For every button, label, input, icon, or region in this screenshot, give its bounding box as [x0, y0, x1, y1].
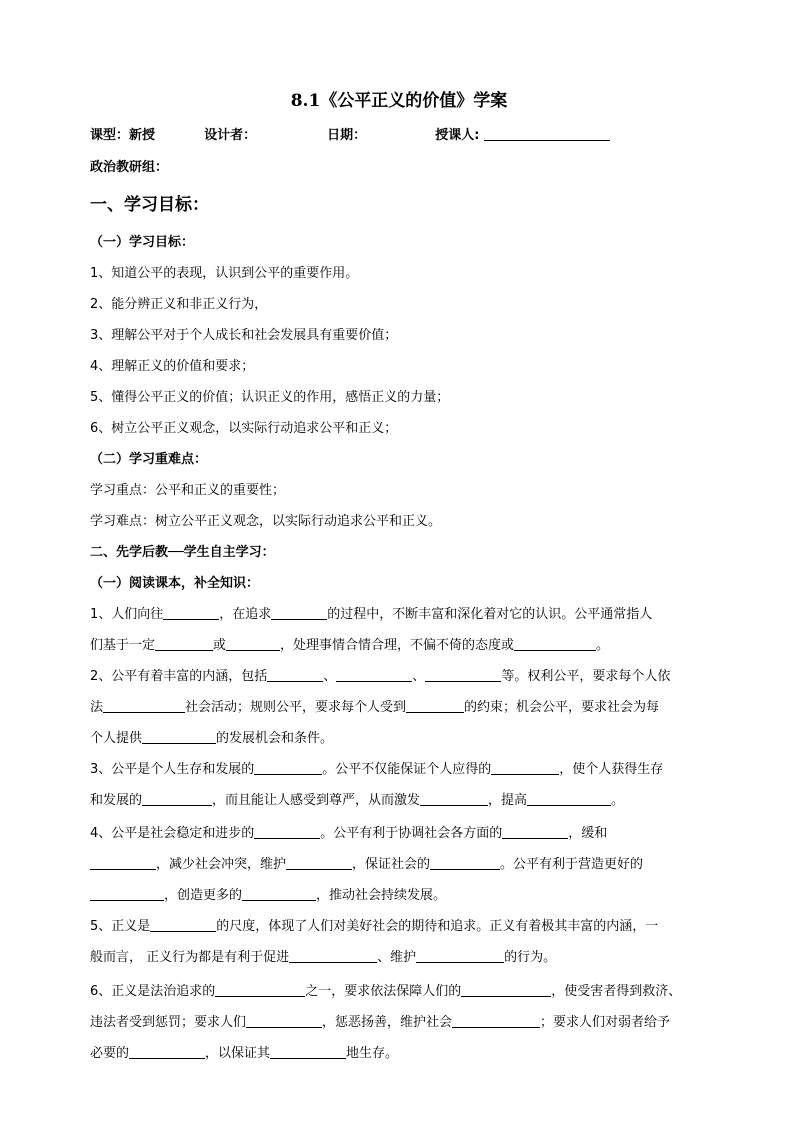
text: ，提高: [488, 793, 528, 808]
text: 社会活动；规则公平，要求每个人受到: [185, 700, 407, 715]
fill-blank[interactable]: [254, 825, 320, 839]
text: 6、正义是法治追求的: [90, 984, 216, 999]
fill-blank[interactable]: [163, 606, 219, 620]
fill-blank[interactable]: [502, 825, 568, 839]
text: ，推动社会持续发展。: [316, 888, 447, 903]
fill-blank[interactable]: [142, 730, 216, 744]
text: 法: [90, 700, 104, 715]
text: 3、公平是个人生存和发展的: [90, 762, 255, 777]
text: 的尺度，体现了人们对美好社会的期待和追求。正义有着极其丰富的内涵，一: [216, 919, 659, 934]
text: 违法者受到惩罚；要求人们: [90, 1015, 247, 1030]
text: ，保证社会的: [352, 857, 431, 872]
text: 。公平不仅能保证个人应得的: [322, 762, 492, 777]
fill-blank[interactable]: [267, 668, 323, 682]
fill-blank[interactable]: [289, 949, 377, 963]
fill-blank[interactable]: [420, 792, 488, 806]
question-6-line-2: [90, 1011, 670, 1030]
question-6-line-3: [90, 1042, 398, 1061]
question-3-line-1: [90, 758, 663, 777]
fill-blank[interactable]: [155, 637, 213, 651]
text: 。公平有利于营造更好的: [500, 857, 644, 872]
text: 或: [213, 638, 227, 653]
objective-item: 6、树立公平正义观念，以实际行动追求公平和正义；: [90, 421, 398, 436]
text: 5、正义是: [90, 919, 151, 934]
group-label: 政治教研组：: [90, 160, 169, 175]
designer-label: 设计者：: [204, 128, 257, 143]
text: 必要的: [90, 1046, 130, 1061]
lesson-type: 课型：新授: [90, 128, 156, 143]
fill-blank[interactable]: [103, 699, 185, 713]
text: 。公平有利于协调社会各方面的: [320, 826, 503, 841]
fill-blank[interactable]: [215, 983, 305, 997]
fill-blank[interactable]: [461, 983, 551, 997]
fill-blank[interactable]: [286, 856, 352, 870]
text: 1、人们向往: [90, 607, 164, 622]
text: 般而言， 正义行为都是有利于促进: [90, 950, 290, 965]
fill-blank[interactable]: [491, 761, 559, 775]
fill-blank[interactable]: [254, 761, 322, 775]
text: 、维护: [377, 950, 417, 965]
text: 的行为。: [504, 950, 557, 965]
difficult-point: 学习难点：树立公平正义观念，以实际行动追求公平和正义。: [90, 514, 442, 529]
section2-heading: 二、先学后教──学生自主学习：: [90, 545, 275, 560]
fill-blank[interactable]: [416, 949, 504, 963]
text: 和发展的: [90, 793, 143, 808]
text: ，使受害者得到救济、: [551, 984, 682, 999]
teacher-blank[interactable]: [484, 127, 610, 141]
objective-item: 5、懂得公平正义的价值；认识正义的作用，感悟正义的力量；: [90, 390, 450, 405]
fill-blank[interactable]: [90, 856, 156, 870]
question-4-line-3: [90, 884, 446, 903]
question-2-line-1: [90, 665, 670, 684]
question-2-line-2: [90, 696, 659, 715]
text: ，处理事情合情合理，不偏不倚的态度或: [280, 638, 515, 653]
question-6-line-1: [90, 980, 681, 999]
fill-blank[interactable]: [270, 1045, 346, 1059]
question-4-line-2: [90, 853, 643, 872]
objective-item: 4、理解正义的价值和要求；: [90, 359, 255, 374]
text: 、: [412, 669, 426, 684]
question-3-line-2: [90, 789, 624, 808]
objectives-subheading: （一）学习目标：: [90, 235, 195, 250]
text: 4、公平是社会稳定和进步的: [90, 826, 255, 841]
fill-blank[interactable]: [271, 606, 327, 620]
text: ，以保证其: [205, 1046, 271, 1061]
fill-blank[interactable]: [336, 668, 412, 682]
fill-blank[interactable]: [226, 637, 280, 651]
text: 。: [596, 638, 610, 653]
fill-blank[interactable]: [452, 1014, 540, 1028]
fill-blank[interactable]: [425, 668, 501, 682]
fill-blank[interactable]: [514, 637, 596, 651]
objective-item: 1、知道公平的表现，认识到公平的重要作用。: [90, 266, 359, 281]
text: 的发展机会和条件。: [216, 731, 334, 746]
objective-item: 2、能分辨正义和非正义行为，: [90, 297, 268, 312]
fill-blank[interactable]: [406, 699, 464, 713]
fill-blank[interactable]: [129, 1045, 205, 1059]
text: 们基于一定: [90, 638, 156, 653]
text: 2、公平有着丰富的内涵，包括: [90, 669, 268, 684]
text: 、: [323, 669, 337, 684]
text: 等。权利公平，要求每个人依: [501, 669, 671, 684]
date-label: 日期：: [327, 128, 367, 143]
fill-blank[interactable]: [142, 792, 212, 806]
text: 之一，要求依法保障人们的: [305, 984, 462, 999]
text: 个人提供: [90, 731, 143, 746]
fill-blank[interactable]: [430, 856, 500, 870]
fill-blank[interactable]: [150, 918, 216, 932]
meta-row: [90, 124, 610, 143]
key-points-subheading: （二）学习重难点：: [90, 452, 208, 467]
question-5-line-1: [90, 915, 658, 934]
section1-heading: 一、学习目标：: [90, 195, 209, 215]
teacher-label: 授课人:: [435, 128, 480, 143]
text: 的约束；机会公平，要求社会为每: [464, 700, 660, 715]
text: ，使个人获得生存: [559, 762, 664, 777]
text: ，惩恶扬善，维护社会: [322, 1015, 453, 1030]
key-point: 学习重点：公平和正义的重要性；: [90, 483, 286, 498]
text: 。: [611, 793, 625, 808]
fill-blank[interactable]: [246, 1014, 322, 1028]
text: ；要求人们对弱者给予: [540, 1015, 671, 1030]
question-2-line-3: [90, 727, 333, 746]
fill-blank[interactable]: [527, 792, 611, 806]
text: ，在追求: [219, 607, 272, 622]
text: ，创造更多的: [164, 888, 243, 903]
question-5-line-2: [90, 946, 556, 965]
text: 地生存。: [346, 1046, 399, 1061]
text: 的过程中，不断丰富和深化着对它的认识。公平通常指人: [327, 607, 653, 622]
objective-item: 3、理解公平对于个人成长和社会发展具有重要价值；: [90, 328, 398, 343]
question-1-line-1: [90, 603, 652, 622]
question-1-line-2: [90, 634, 609, 653]
text: ，减少社会冲突，维护: [156, 857, 287, 872]
reading-subheading: （一）阅读课本，补全知识：: [90, 576, 260, 591]
fill-blank[interactable]: [242, 887, 316, 901]
page-title: 8.1《公平正义的价值》学案: [290, 91, 508, 111]
text: ，而且能让人感受到尊严，从而激发: [212, 793, 421, 808]
text: ，缓和: [568, 826, 608, 841]
fill-blank[interactable]: [90, 887, 164, 901]
question-4-line-1: [90, 822, 607, 841]
